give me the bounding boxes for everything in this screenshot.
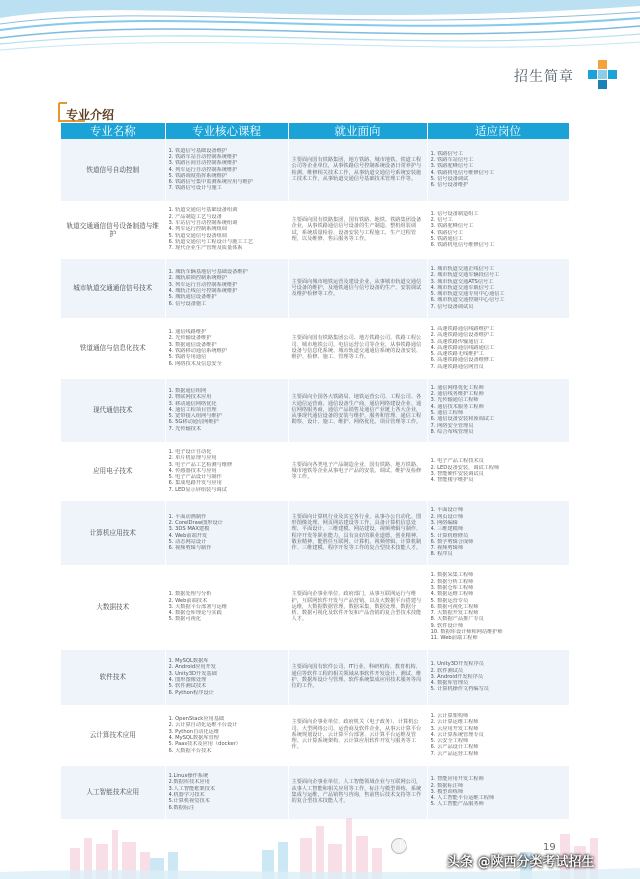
course-item: 4. 传感器技术与应用 <box>168 467 217 474</box>
post-item: 5. 信号设备调试 <box>430 176 469 183</box>
employment-direction-cell: 主要面向国有铁路集团，地方铁路、城市地铁、铁道工程公司等企业单位，从事铁路信号控制系统设备日常养护与检测、维修相关技术工作，从事轨道交通信号系统安装施工技术工作，从事轨道交通信号基础技术管理工作等。 <box>288 139 427 201</box>
course-item: 6. 集成电路开发与应用 <box>168 480 222 487</box>
post-item: 2. 数据分析工程师 <box>430 578 474 585</box>
post-item: 4. 三维建模师 <box>430 526 464 533</box>
post-item: 2. 网页设计师 <box>430 513 464 520</box>
post-item: 4. 铁路机电信号维修信号工 <box>430 169 495 176</box>
table-row <box>61 649 569 705</box>
course-item: 1. 轨道交通信号基础设备组调 <box>168 207 238 214</box>
course-item: 5. Paas技术及应用（docker） <box>168 741 241 748</box>
decorative-squares <box>580 60 620 90</box>
course-item: 4. 数据仓库理论与实践 <box>168 610 222 617</box>
course-item: 4. 列车运行自动控制系统维护 <box>168 166 238 173</box>
post-item: 4. 人工智能平台运维工程师 <box>430 795 495 802</box>
post-item: 5. 通信工程师 <box>430 410 464 416</box>
course-item: 5. 铁路专用通信 <box>168 354 207 361</box>
course-item: 6. 网络技术及信息安全 <box>168 360 222 367</box>
course-item: 2. 光传输设备维护 <box>168 335 212 342</box>
post-item: 3. 数据仓库工程师 <box>430 584 474 591</box>
course-item: 1. 铁道信号基础设备维护 <box>168 147 227 154</box>
major-name: 计算机应用技术 <box>61 500 165 565</box>
table-row <box>61 565 569 649</box>
table-row <box>61 201 569 258</box>
core-courses-cell <box>165 442 288 500</box>
employment-direction-cell: 主要面向国有软件公司、IT行业、科研机构、教育机构、通信等软件工程的相关领域从事软件开发设计、测试、维护、数据库设计与管理、软件系统集成应用技术服务等岗位的工作。 <box>288 649 427 705</box>
post-item: 4. 铁路信号工 <box>430 229 464 236</box>
post-item: 6. 高速铁路通信设备维修工 <box>430 357 495 364</box>
post-item: 3. 智能硬件安装调试员 <box>430 471 484 477</box>
post-item: 7. 信号设备调试员 <box>430 303 474 310</box>
course-item: 3. 移动通信网络优化 <box>168 400 217 407</box>
suitable-posts-cell <box>427 649 569 705</box>
post-item: 9. 软件设计师 <box>430 622 464 629</box>
post-item: 7. 网络安全管理员 <box>430 422 474 429</box>
course-item: 2. 物联网技术应用 <box>168 394 212 401</box>
suitable-posts-cell <box>427 201 569 258</box>
post-item: 1. 信号设备制造组工 <box>430 210 479 217</box>
course-item: 7. 铁路信号设计与施工 <box>168 185 222 192</box>
post-item: 1. Unity3D开发程序员 <box>430 661 484 668</box>
post-item: 2. 铁路车站信号工 <box>430 157 474 164</box>
post-item: 3. Android开发程序员 <box>430 673 484 680</box>
post-item: 4. 高速铁路通信线路通信工 <box>430 344 495 351</box>
post-item: 1. 云计算架构师 <box>430 712 469 719</box>
course-item: 1. 电子设计自动化 <box>168 448 212 455</box>
course-item: 5. 数据可视化 <box>168 616 202 623</box>
course-item: 1. 城轨车辆基地信号基础设备维护 <box>168 269 248 276</box>
brochure-title: 招生简章 <box>514 69 574 85</box>
employment-direction-cell: 主要面向企事业单位、政府部门，从事互联网运行与维护，互联网软件开发与产品营销，以及大数据平台搭建与运维，大数据数据管理，数据采集，数据处理、数据分析、数据可视化及软件开发和产品营销的复合型技术技能人才。 <box>288 565 427 649</box>
course-item: 5. 动态网站设计 <box>168 538 207 545</box>
core-courses-cell <box>165 705 288 765</box>
course-item: 7. 现代企业生产管理及质量体系 <box>168 245 243 252</box>
course-item: 3. 铁路区间自动控制系统维护 <box>168 160 238 167</box>
column-header: 专业核心课程 <box>165 123 288 139</box>
course-item: 1. 数据通信组网 <box>168 387 207 394</box>
post-item: 3. 光传输通信工程师 <box>430 397 479 404</box>
column-header: 就业面向 <box>288 123 427 139</box>
post-item: 5. 人工智能产品服务师 <box>430 801 484 808</box>
post-item: 4. 城市轨道交通车载信号工 <box>430 284 495 291</box>
course-item: 6. 信号设备施工 <box>168 300 207 307</box>
course-item: 4. 列车运行控制系统组调 <box>168 226 227 233</box>
course-item: 5. 宽带接入组网与维护 <box>168 413 222 420</box>
table-row <box>61 442 569 500</box>
post-item: 8. 程序员 <box>430 551 453 558</box>
post-item: 6. 城市轨道交通控制中心信号工 <box>430 297 505 304</box>
suitable-posts-cell <box>427 565 569 649</box>
post-item: 8. 综合布线管理员 <box>430 428 474 435</box>
core-courses-cell <box>165 258 288 318</box>
course-item: 5.计算机视觉技术 <box>168 798 210 805</box>
course-item: 6. 视频剪辑与制作 <box>168 545 212 552</box>
employment-direction-cell: 主要面向全国各大铁路局、地铁运营公司、工程公司、各大通信运营商、通信设备生产商，通信网络建设企业、通信网络服务商、通信产品销售及通信产业链上各大企业，从事现代通信设备的安装与维护，服务和管理、通信工程勘察、设计、施工、维护、网络优化、项目管理等工作。 <box>288 378 427 442</box>
post-item: 3. 云应用开发工程师 <box>430 725 479 732</box>
post-item: 7. 视频剪辑师 <box>430 545 464 552</box>
employment-direction-cell: 主要面向企事业单位、政府机关（电子政务）、计算机公司、大型网络公司、运营商及软件企业，从事云计算平台系统规划设计、云计算平台部署、云计算平台运维及管理、云计算系统架构、云计算应用软件开发与服务等工作。 <box>288 705 427 765</box>
course-item: 4.机器学习技术 <box>168 792 205 798</box>
post-item: 2. 软件测试员 <box>430 667 464 674</box>
post-item: 7. 云产品运营工程师 <box>430 750 479 757</box>
course-item: 1. MySQL数据库 <box>168 658 209 665</box>
table-row <box>61 500 569 565</box>
course-item: 3. 电子产品工艺检测与维修 <box>168 461 233 468</box>
post-item: 8. 大数据产品推广专员 <box>430 616 484 623</box>
course-item: 6. 大数据平台技术 <box>168 747 212 754</box>
course-item: 2. Android应用开发 <box>168 664 216 671</box>
course-item: 2. CorelDraw图形设计 <box>168 519 223 526</box>
table-row <box>61 705 569 765</box>
major-name: 大数据技术 <box>61 565 165 649</box>
course-item: 5. 铁路调度指挥系统维护 <box>168 172 227 179</box>
course-item: 2.数据库技术应用 <box>168 779 210 786</box>
post-item: 6. 数字剪辑合成师 <box>430 538 474 545</box>
post-item: 11. Web前端工程师 <box>430 635 478 642</box>
course-item: 5. 轨道交通信号设备组调 <box>168 232 227 239</box>
post-item: 3. 铁路驼峰信号工 <box>430 223 474 230</box>
post-item: 3. 高速铁路传输通信工 <box>430 338 484 345</box>
post-item: 7. 高速铁路通信网管员 <box>430 363 484 370</box>
major-name: 城市轨道交通通信信号技术 <box>61 258 165 318</box>
table-row <box>61 258 569 318</box>
post-item: 6. 铁路机电信号维修信号工 <box>430 242 495 249</box>
column-header: 专业名称 <box>61 123 165 139</box>
course-item: 2. 单片机原理与应用 <box>168 455 217 462</box>
core-courses-cell <box>165 500 288 565</box>
course-item: 2. 铁路车站自动控制系统维护 <box>168 154 238 160</box>
table-row <box>61 139 569 201</box>
post-item: 4. 云计算系统管理专员 <box>430 731 484 738</box>
post-item: 6. 信号设备维护 <box>430 182 469 189</box>
suitable-posts-cell <box>427 318 569 378</box>
table-row <box>61 318 569 378</box>
course-item: 5. 电子产品设计与制作 <box>168 474 222 481</box>
post-item: 3. 城市轨道交通ATS信号工 <box>430 278 494 285</box>
course-item: 1. OpenStack应用基础 <box>168 716 225 723</box>
major-name: 软件技术 <box>61 649 165 705</box>
suitable-posts-cell <box>427 442 569 500</box>
post-item: 1. 平面设计师 <box>430 507 464 514</box>
employment-direction-cell: 主要面向企事业单位，人工智能领域企业与互联网公司，从事人工智能和相关应用等工作，标注与模型训练、系统集成与运维，产品销售与咨询，售前售后技术支持等工作的复合型技术技能人才。 <box>288 765 427 819</box>
post-item: 4. 智能楼宇维护员 <box>430 477 474 484</box>
employment-direction-cell: 主要面向国有铁路集团公司、地方铁路公司、铁路工程公司、城市地铁公司、电信运营公司等企业，从事铁路通信设备与信息化系统、城市轨道交通通信系统的设备安装、维护、检修、施工、管理等工作。 <box>288 318 427 378</box>
major-name: 云计算技术应用 <box>61 705 165 765</box>
core-courses-cell <box>165 649 288 705</box>
section-title: 专业介绍 <box>66 108 115 122</box>
post-item: 5. 铁路通信工 <box>430 235 464 242</box>
watermark-text-faint: 陕西分类考试招生平台 <box>399 838 530 852</box>
course-item: 3. 列车运行自动控制系统维护 <box>168 281 238 288</box>
post-item: 4. 数据库管理员 <box>430 680 469 687</box>
suitable-posts-cell <box>427 258 569 318</box>
table-row <box>61 378 569 442</box>
post-item: 2. 城市轨道交通车辆段信号工 <box>430 272 500 279</box>
course-item: 6. 铁路信号集中监测系统应用与维护 <box>168 179 253 186</box>
core-courses-cell <box>165 201 288 258</box>
post-item: 5. 计算机维修员 <box>430 532 469 539</box>
post-item: 3. 网络编辑 <box>430 519 458 526</box>
major-name: 现代通信技术 <box>61 378 165 442</box>
post-item: 5. 高速铁路无线维护工 <box>430 351 484 358</box>
page-number: 19 <box>543 842 556 853</box>
majors-table <box>61 123 570 820</box>
post-item: 4. 通信技术服务工程师 <box>430 403 484 410</box>
course-item: 2. 云计算自动化运维平台设计 <box>168 722 238 729</box>
course-item: 2. 城轨联锁控制系统维护 <box>168 275 227 282</box>
watermark-text-bold: 头条 @陕西分类考试招生 <box>447 855 595 870</box>
post-item: 2. 高速铁路通信设备维护工 <box>430 332 495 339</box>
core-courses-cell <box>165 139 288 201</box>
post-item: 1. 通信网络优化工程师 <box>430 384 484 391</box>
post-item: 1. 数据采集工程师 <box>430 572 474 579</box>
major-name: 铁道信号自动控制 <box>61 139 165 201</box>
course-item: 6. 轨道交通信号工程设计与施工工艺 <box>168 238 253 245</box>
table-header-row <box>61 123 569 139</box>
post-item: 1. 城市轨道交通正线信号工 <box>430 265 495 272</box>
post-item: 5. 城市轨道交通专用中心通信工 <box>430 291 505 298</box>
major-name: 应用电子技术 <box>61 442 165 500</box>
column-header: 适应岗位 <box>427 123 569 139</box>
course-item: 6.数据标注 <box>168 804 195 811</box>
course-item: 5. 软件测试技术 <box>168 683 207 690</box>
course-item: 3. 大数据平台部署与运维 <box>168 603 227 610</box>
post-item: 2. LED设备安装、调试工程师 <box>430 464 500 471</box>
post-item: 1. 铁路信号工 <box>430 150 464 157</box>
employment-direction-cell: 主要面向计算机行业及其它各行业，从事办公自动化、图形图像处理、网页网站建设等工作，具备计算机信息处理、平面设计、三维建模、网站建设、视频剪辑与制作、程序开发等职业能力，具有良好的职业道德、创业精神、敬业精神，能胜任互联网、计算机、视频剪辑、计算机制作、三维建模、程序开发等工作的复合型技术技能人才。 <box>288 500 427 565</box>
major-name: 人工智能技术应用 <box>61 765 165 819</box>
course-item: 5. 城轨通信设备维护 <box>168 294 217 301</box>
suitable-posts-cell <box>427 139 569 201</box>
post-item: 2. 云计算运维工程师 <box>430 719 479 726</box>
post-item: 6. 通信设备安装和预调试工 <box>430 416 495 423</box>
post-item: 3. 铁路驼峰信号工 <box>430 163 474 170</box>
course-item: 4. 通信工程项目管理 <box>168 406 217 413</box>
course-item: 2. 产品制造工艺与设备 <box>168 213 222 220</box>
post-item: 5. 计算机操作文档编写员 <box>430 686 489 693</box>
course-item: 3. Python自动化运维 <box>168 728 220 735</box>
course-item: 4. Web前端开发 <box>168 532 208 539</box>
course-item: 7. LED显示屏组装与调试 <box>168 486 227 493</box>
course-item: 4. 城轨正线信号控制系统维护 <box>168 288 238 294</box>
post-item: 3. 模型训练师 <box>430 788 464 795</box>
core-courses-cell <box>165 318 288 378</box>
course-item: 3. 3DS MAX建模 <box>168 526 210 533</box>
course-item: 7. 光传输技术 <box>168 425 202 432</box>
core-courses-cell <box>165 378 288 442</box>
course-item: 3.人工智能框架技术 <box>168 785 215 792</box>
post-item: 1. 高速铁路通信线路维护工 <box>430 325 495 332</box>
course-item: 2. Web前端技术 <box>168 597 208 604</box>
post-item: 5. 数据运营专员 <box>430 597 469 604</box>
suitable-posts-cell <box>427 378 569 442</box>
post-item: 10. 数据库设计师和网站维护师 <box>430 629 503 636</box>
post-item: 2. 数据标注师 <box>430 782 464 789</box>
post-item: 6. 数据可视化工程师 <box>430 603 479 610</box>
course-item: 1.Linux操作系统 <box>168 773 209 780</box>
suitable-posts-cell <box>427 705 569 765</box>
course-item: 3. Unity3D开发基础 <box>168 670 217 677</box>
course-item: 1. 数据处理与分析 <box>168 591 212 598</box>
course-item: 4. 图形图像处理 <box>168 677 207 683</box>
core-courses-cell <box>165 565 288 649</box>
post-item: 1. 智能应用开发工程师 <box>430 776 484 783</box>
major-name: 轨道交通通信信号设备制造与维护 <box>61 201 165 258</box>
employment-direction-cell: 主要面向城市地铁运营及建设企业，从事城市轨道交通信号设备的维护，及地铁通信与信号设备的生产、安装调试及维护检修等工作。 <box>288 258 427 318</box>
suitable-posts-cell <box>427 500 569 565</box>
course-item: 3. 车站信号自动控制系统组调 <box>168 220 238 227</box>
post-item: 4. 数据运维工程师 <box>430 591 474 598</box>
post-item: 5. 云安全工程师 <box>430 738 469 745</box>
course-item: 3. 数据通信设备维护 <box>168 341 217 348</box>
course-item: 6. Python程序设计 <box>168 689 214 696</box>
course-item: 1. 通信线路维护 <box>168 329 207 336</box>
major-name: 铁道通信与信息化技术 <box>61 318 165 378</box>
post-item: 6. 云产品设计工程师 <box>430 744 479 751</box>
course-item: 6. 5G移动通信网维护 <box>168 419 219 426</box>
post-item: 2. 通信线务维护工程师 <box>430 391 484 398</box>
course-item: 4. 铁路移动通信系统维护 <box>168 348 227 354</box>
course-item: 4. MySQL数据库管理 <box>168 735 219 741</box>
post-item: 7. 大数据开发工程师 <box>430 610 479 617</box>
course-item: 1. 平面动画制作 <box>168 513 207 520</box>
employment-direction-cell: 主要面向各类电子产品制造企业，国有铁路、地方铁路、城市地铁等企业从事电子产品的安装、调试、维护及检修等工作。 <box>288 442 427 500</box>
top-decorative-band <box>0 0 640 58</box>
employment-direction-cell: 主要面向国有铁路集团，国有铁路、地铁、铁路集团设备企业，从事铁路通信信号设备的生产制造、整机组装调试，系统质量检验、设备安装与工程施工，生产过程管理，以及维修、售后服务等工作。 <box>288 201 427 258</box>
post-item: 2. 信号工 <box>430 216 453 223</box>
post-item: 1. 电子产品工程技术员 <box>430 458 484 465</box>
